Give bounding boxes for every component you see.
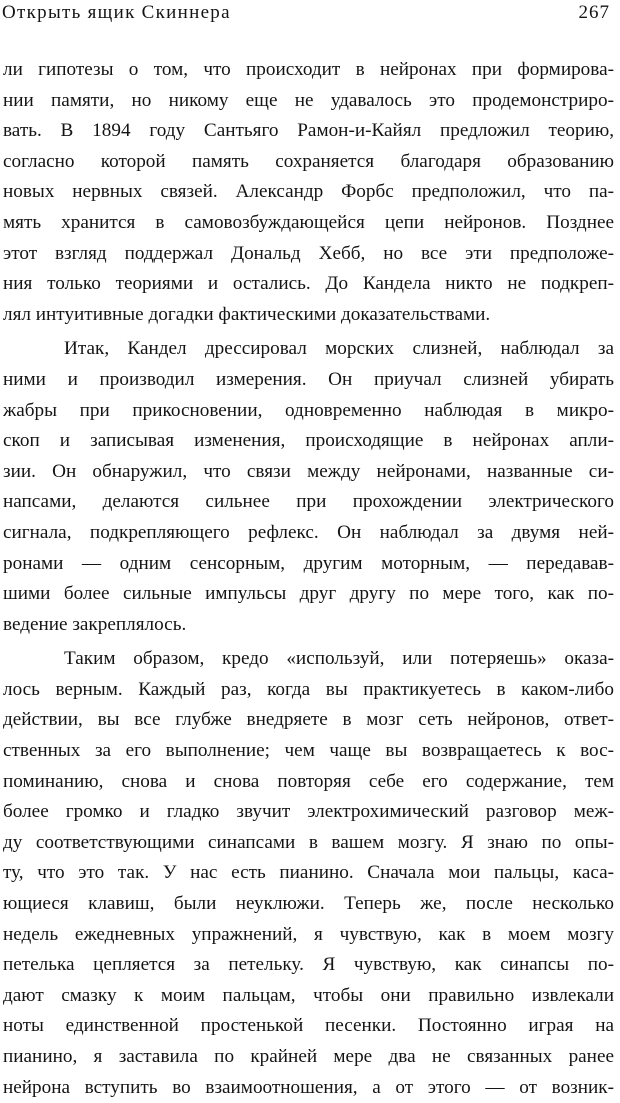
text-line: ющиеся клавиш, были неуклюжи. Теперь же, после несколько	[3, 893, 614, 915]
text-line: ту, что это так. У нас есть пианино. Сначала мои пальцы, каса-	[3, 862, 614, 884]
page-header	[2, 0, 610, 28]
text-line: дают смазку к моим пальцам, чтобы они правильно извлекали	[3, 984, 614, 1006]
paragraph	[3, 644, 614, 1103]
text-line: ния только теориями и остались. До Кандела никто не подкреп-	[3, 273, 614, 295]
text-line: лял интуитивные догадки фактическими доказательствами.	[3, 303, 491, 325]
text-line: новых нервных связей. Александр Форбс предположил, что па-	[3, 181, 614, 203]
text-line: согласно которой память сохраняется благодаря образованию	[3, 150, 614, 172]
text-line: жабры при прикосновении, одновременно наблюдая в микро-	[3, 399, 614, 421]
text-line: действии, вы все глубже внедряете в мозг сеть нейронов, ответ-	[3, 709, 614, 731]
text-line: ли гипотезы о том, что происходит в нейронах при формирова-	[3, 59, 614, 80]
running-title: Открыть ящик Скиннера	[2, 2, 231, 23]
text-line: пианино, я заставила по крайней мере два не связанных ранее	[3, 1046, 614, 1067]
text-line: ду соответствующими синапсами в вашем мозгу. Я знаю по опы-	[3, 831, 614, 853]
text-line: ведение закреплялось.	[3, 613, 187, 635]
paragraph	[3, 55, 614, 330]
text-line: Итак, Кандел дрессировал морских слизней, наблюдал за	[64, 338, 614, 360]
text-line: нейрона вступить во взаимоотношения, а от этого — от возник-	[3, 1076, 614, 1098]
body-text	[3, 55, 614, 1103]
text-line: зии. Он обнаружил, что связи между нейронами, названные си-	[3, 460, 614, 482]
text-line: сигнала, подкрепляющего рефлекс. Он наблюдал за двумя ней-	[3, 521, 614, 543]
text-line: петелька цепляется за петельку. Я чувствую, как синапсы по-	[3, 954, 614, 976]
text-line: Таким образом, кредо «используй, или потеряешь» оказа-	[64, 648, 614, 670]
text-line: ственных за его выполнение; чем чаще вы возвращаетесь к вос-	[3, 740, 614, 762]
text-line: напсами, делаются сильнее при прохождении электрического	[3, 491, 614, 513]
text-line: лось верным. Каждый раз, когда вы практикуетесь в каком-либо	[3, 678, 614, 700]
text-line: ноты единственной простенькой песенки. Постоянно играя на	[3, 1015, 614, 1037]
text-line: скоп и записывая изменения, происходящие в нейронах апли-	[3, 430, 614, 452]
page-number: 267	[578, 2, 610, 23]
text-line: ронами — одним сенсорным, другим моторным, — передавав-	[3, 552, 614, 574]
paragraph	[3, 334, 614, 640]
text-line: шими более сильные импульсы друг другу по мере того, как по-	[3, 583, 614, 605]
text-line: поминанию, снова и снова повторяя себе его содержание, тем	[3, 770, 614, 792]
text-line: более громко и гладко звучит электрохимический разговор меж-	[3, 801, 614, 823]
text-line: вать. В 1894 году Сантьяго Рамон-и-Кайял предложил теорию,	[3, 120, 614, 142]
text-line: нии памяти, но никому еще не удавалось это продемонстриро-	[3, 89, 614, 111]
text-line: ними и производил измерения. Он приучал слизней убирать	[3, 368, 614, 390]
text-line: этот взгляд поддержал Дональд Хебб, но все эти предположе-	[3, 242, 614, 264]
text-line: мять хранится в самовозбуждающейся цепи нейронов. Позднее	[3, 211, 614, 233]
text-line: недель ежедневных упражнений, я чувствую, как в моем мозгу	[3, 923, 614, 945]
